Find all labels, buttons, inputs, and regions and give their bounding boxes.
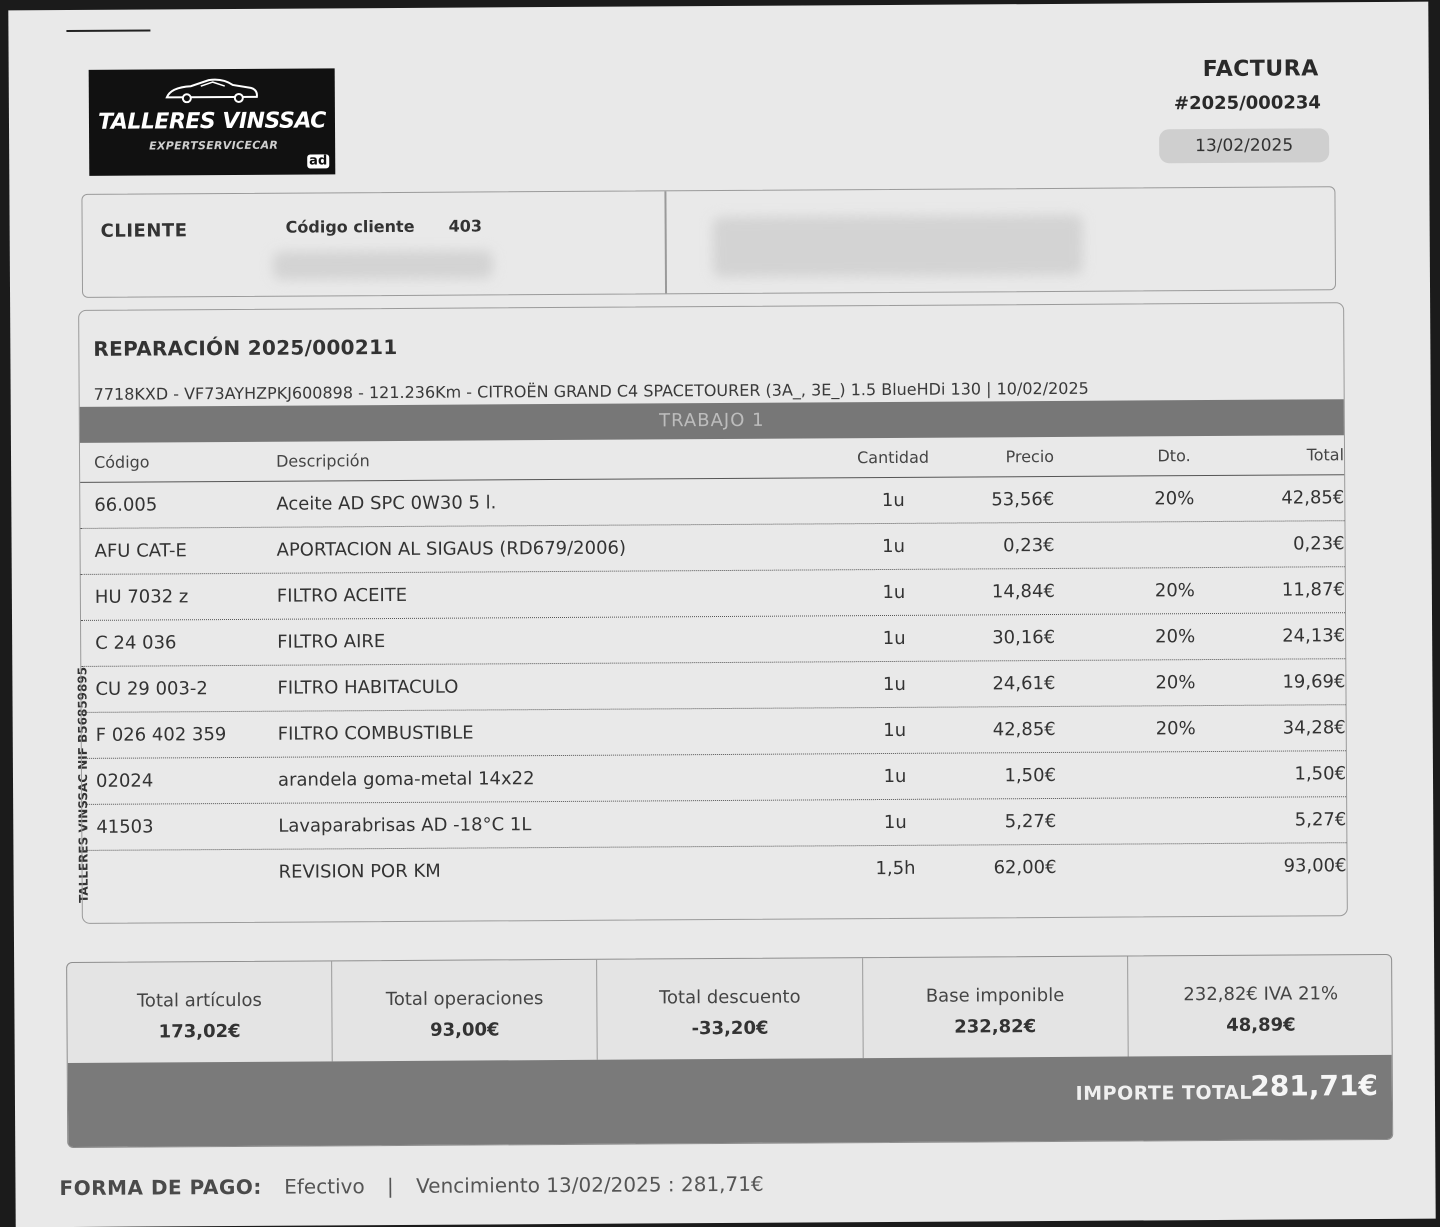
totals-cell-label: Total operaciones <box>385 988 544 1011</box>
totals-cell <box>863 957 1129 1059</box>
client-label: CLIENTE <box>100 220 188 242</box>
column-header-total: Total <box>1306 445 1345 465</box>
totals-box <box>66 954 1393 1148</box>
item-description: APORTACION AL SIGAUS (RD679/2006) <box>276 537 627 561</box>
redacted-client-address <box>713 215 1083 277</box>
payment-due: Vencimiento 13/02/2025 : 281,71€ <box>416 1171 764 1198</box>
table-row <box>82 797 1346 851</box>
totals-cell-label: 232,82€ IVA 21% <box>1183 983 1339 1006</box>
table-row <box>82 751 1346 805</box>
grand-total-bar <box>68 1055 1393 1148</box>
item-quantity: 1u <box>882 535 906 558</box>
document-type: FACTURA <box>1202 56 1319 83</box>
item-total: 93,00€ <box>1283 855 1347 877</box>
item-description: arandela goma-metal 14x22 <box>277 768 535 791</box>
item-quantity: 1u <box>882 673 906 696</box>
table-row <box>81 567 1345 621</box>
item-total: 34,28€ <box>1282 717 1346 739</box>
work-section-header: TRABAJO 1 <box>80 399 1344 443</box>
repair-box <box>78 302 1348 924</box>
payment-label: FORMA DE PAGO: <box>59 1174 262 1201</box>
column-header-discount: Dto. <box>1157 446 1191 466</box>
item-price: 30,16€ <box>992 626 1056 649</box>
table-row <box>81 659 1345 713</box>
item-total: 19,69€ <box>1282 671 1346 693</box>
items-table <box>80 435 1347 897</box>
table-row <box>81 613 1345 667</box>
payment-info <box>59 1172 763 1200</box>
item-price: 42,85€ <box>992 718 1056 741</box>
item-total: 42,85€ <box>1281 487 1345 509</box>
car-icon <box>161 77 261 104</box>
item-price: 24,61€ <box>992 672 1056 695</box>
client-code: 403 <box>448 216 483 236</box>
item-code: CU 29 003-2 <box>95 678 208 700</box>
invoice-page <box>8 2 1435 1227</box>
column-header-code: Código <box>94 452 150 472</box>
totals-cell-label: Base imponible <box>925 984 1065 1007</box>
item-total: 5,27€ <box>1294 809 1347 831</box>
item-discount: 20% <box>1155 672 1196 694</box>
table-row <box>80 475 1344 529</box>
item-discount <box>1128 798 1224 799</box>
item-code: 02024 <box>95 770 154 792</box>
item-discount: 20% <box>1154 488 1195 510</box>
payment-separator: | <box>386 1174 394 1199</box>
grand-total-value: 281,71€ <box>1250 1069 1378 1103</box>
item-total: 11,87€ <box>1281 579 1345 601</box>
item-code: AFU CAT-E <box>94 540 187 562</box>
totals-cell-label: Total descuento <box>659 986 801 1009</box>
client-divider <box>664 191 666 293</box>
item-price: 5,27€ <box>1004 810 1057 833</box>
table-row <box>82 705 1346 759</box>
totals-cells <box>67 955 1391 1043</box>
redacted-client-name <box>273 250 493 279</box>
item-code: 41503 <box>96 816 154 838</box>
ad-badge: ad <box>309 153 328 169</box>
item-total: 1,50€ <box>1294 763 1347 785</box>
item-quantity: 1u <box>883 719 907 742</box>
client-code-label: Código cliente <box>285 216 415 237</box>
company-subtitle: EXPERTSERVICECAR <box>149 138 279 153</box>
item-rows <box>80 475 1347 897</box>
table-row <box>80 521 1344 575</box>
payment-method: Efectivo <box>284 1174 365 1199</box>
table-row <box>82 843 1346 897</box>
item-price: 0,23€ <box>1002 534 1055 557</box>
item-code: 66.005 <box>94 494 158 516</box>
item-quantity: 1u <box>883 811 907 834</box>
totals-cell-value: -33,20€ <box>691 1017 769 1040</box>
item-description: FILTRO COMBUSTIBLE <box>277 722 474 745</box>
invoice-number: #2025/000234 <box>1173 92 1321 115</box>
item-quantity: 1u <box>882 581 906 604</box>
totals-cell-value: 232,82€ <box>954 1016 1037 1038</box>
totals-cell-label: Total artículos <box>136 989 262 1012</box>
item-quantity: 1u <box>882 627 906 650</box>
item-description: FILTRO AIRE <box>277 631 386 653</box>
totals-cell <box>332 960 598 1062</box>
item-quantity: 1u <box>881 489 905 512</box>
item-description: REVISION POR KM <box>278 860 441 883</box>
item-code: F 026 402 359 <box>95 724 227 746</box>
company-name: TALLERES VINSSAC <box>97 108 326 135</box>
item-discount: 20% <box>1154 580 1195 602</box>
company-logo <box>89 68 336 176</box>
item-discount: 20% <box>1155 626 1196 648</box>
totals-cell-value: 93,00€ <box>430 1019 500 1041</box>
grand-total-label: IMPORTE TOTAL <box>1075 1081 1252 1105</box>
column-header-description: Descripción <box>275 451 370 471</box>
item-description: Aceite AD SPC 0W30 5 l. <box>276 492 497 515</box>
column-header-price: Precio <box>1005 446 1055 467</box>
item-code: HU 7032 z <box>94 586 189 608</box>
item-quantity: 1,5h <box>875 857 916 880</box>
item-price: 14,84€ <box>991 580 1055 603</box>
vehicle-info: 7718KXD - VF73AYHZPKJ600898 - 121.236Km - CITROËN GRAND C4 SPACETOURER (3A_, 3E_) 1.5 BlueHDi 130 | 10/02/2025 <box>93 378 1089 404</box>
side-company-nif: TALLERES VINSSAC NIF B56859895 <box>75 666 91 903</box>
column-header-quantity: Cantidad <box>857 447 930 468</box>
item-description: FILTRO ACEITE <box>276 584 408 607</box>
item-price: 1,50€ <box>1004 764 1057 787</box>
totals-cell <box>67 961 333 1063</box>
item-description: FILTRO HABITACULO <box>277 676 459 699</box>
item-description: Lavaparabrisas AD -18°C 1L <box>278 814 532 837</box>
item-discount <box>1128 752 1224 753</box>
item-code: C 24 036 <box>95 632 177 654</box>
item-total: 24,13€ <box>1282 625 1346 647</box>
repair-title: REPARACIÓN 2025/000211 <box>93 334 398 361</box>
totals-cell-value: 173,02€ <box>158 1020 241 1043</box>
item-price: 53,56€ <box>991 488 1055 511</box>
item-discount: 20% <box>1155 718 1196 740</box>
item-price: 62,00€ <box>993 856 1057 879</box>
client-box <box>81 186 1336 298</box>
staple-mark <box>66 29 150 32</box>
item-discount <box>1126 522 1222 523</box>
item-quantity: 1u <box>883 765 907 788</box>
totals-cell-value: 48,89€ <box>1226 1014 1296 1036</box>
invoice-date: 13/02/2025 <box>1159 128 1329 163</box>
totals-cell <box>597 958 863 1060</box>
item-discount <box>1128 844 1224 845</box>
totals-cell <box>1128 955 1393 1057</box>
item-total: 0,23€ <box>1292 533 1345 555</box>
